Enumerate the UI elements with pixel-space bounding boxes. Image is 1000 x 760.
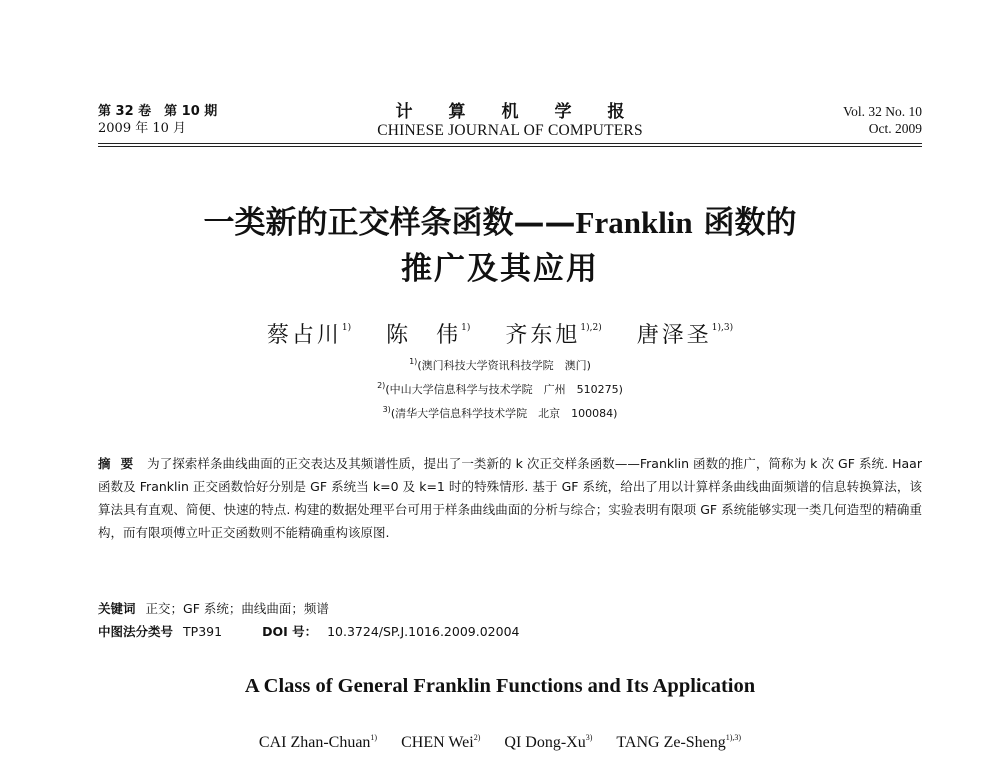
affiliation [0,400,1000,424]
affiliation-mark: 3) [382,405,391,414]
affiliation [0,376,1000,400]
affiliation-text: (清华大学信息科学技术学院 北京 100084) [390,407,618,420]
affiliation-text: (澳门科技大学资讯科技学院 澳门) [417,359,591,372]
english-author-mark: 3) [585,733,593,742]
english-author-name: TANG Ze-Sheng [616,734,726,751]
classification-value: TP391 [183,624,223,639]
author-name: 唐泽圣 [636,323,712,348]
author [267,323,351,348]
author [637,323,733,348]
author-name: 齐东旭 [505,323,581,348]
english-author-list [0,733,1000,752]
author-name: 蔡占川 [266,323,342,348]
header-center [98,103,922,141]
title-line-1-tail: 函数的 [692,205,797,241]
english-author-name: CAI Zhan-Chuan [258,734,371,751]
affiliation-mark: 1) [409,357,418,366]
volume-cn: 第 32 卷 第 10 期 [98,104,218,119]
author-affil-mark: 1),3) [711,323,734,333]
english-author-mark: 1) [370,733,378,742]
doi-label: DOI 号： [262,624,318,639]
classification-label: 中图法分类号 [98,624,174,639]
affiliation-mark: 2) [377,381,386,390]
author-name: 陈 伟 [386,323,462,348]
author-list [0,313,1000,351]
journal-header [98,103,922,139]
english-author [504,734,592,751]
classification-line [98,620,519,643]
title-line-2: 推广及其应用 [401,251,599,287]
affiliation-list [0,352,1000,424]
affiliation-text: (中山大学信息科学与技术学院 广州 510275) [385,383,623,396]
author-affil-mark: 1) [341,323,352,333]
title-line-1-en: Franklin [575,205,693,240]
doi-value: 10.3724/SP.J.1016.2009.02004 [327,624,520,639]
title-line-1 [0,200,1000,246]
english-author [259,734,377,751]
metadata [98,597,519,643]
english-title: A Class of General Franklin Functions and Its Application [244,675,756,697]
english-author-mark: 2) [473,733,481,742]
header-right [843,103,922,137]
keywords-label: 关键词 [98,601,136,616]
author [386,323,470,348]
abstract-label: 摘要 [98,456,144,471]
english-author [616,734,741,751]
journal-name-cn: 计算机学报 [395,102,661,122]
english-author-name: QI Dong-Xu [504,734,586,751]
english-author-name: CHEN Wei [401,734,474,751]
volume-en: Vol. 32 No. 10 [843,104,922,119]
author [505,323,601,348]
keywords-line [98,597,519,620]
english-author [401,734,480,751]
date-en: Oct. 2009 [868,121,922,136]
keywords-text: 正交；GF 系统；曲线曲面；频谱 [145,601,329,616]
abstract-text: 为了探索样条曲线曲面的正交表达及其频谱性质，提出了一类新的 k 次正交样条函数——Franklin 函数的推广，简称为 k 次 GF 系统. Haar 函数及 Franklin 正交函数恰好分别是 GF 系统当 k=0 及 k=1 时的特殊情形. 基于 GF 系统，给出了用以计算样条曲线曲面频谱的信息转换算法，该算法具有直观、简便、快速的特点. 构建的数据处理平台可用于样条曲线曲面的分析与综合；实验表明有限项 GF 系统能够实现一类几何造型的精确重构，而有限项傅立叶正交函数则不能精确重构该原图. [98,456,922,540]
author-affil-mark: 1),2) [580,323,602,333]
header-rule-bottom [98,146,922,147]
english-author-mark: 1),3) [725,733,742,742]
affiliation [0,352,1000,376]
title-line-1-cn: 一类新的正交样条函数—— [203,205,576,241]
paper-title [0,200,1000,292]
abstract [98,452,922,544]
journal-name-en: CHINESE JOURNAL OF COMPUTERS [377,122,643,139]
date-cn: 2009 年 10 月 [98,121,187,136]
header-rule-top [98,143,922,144]
author-affil-mark: 1) [461,323,471,333]
